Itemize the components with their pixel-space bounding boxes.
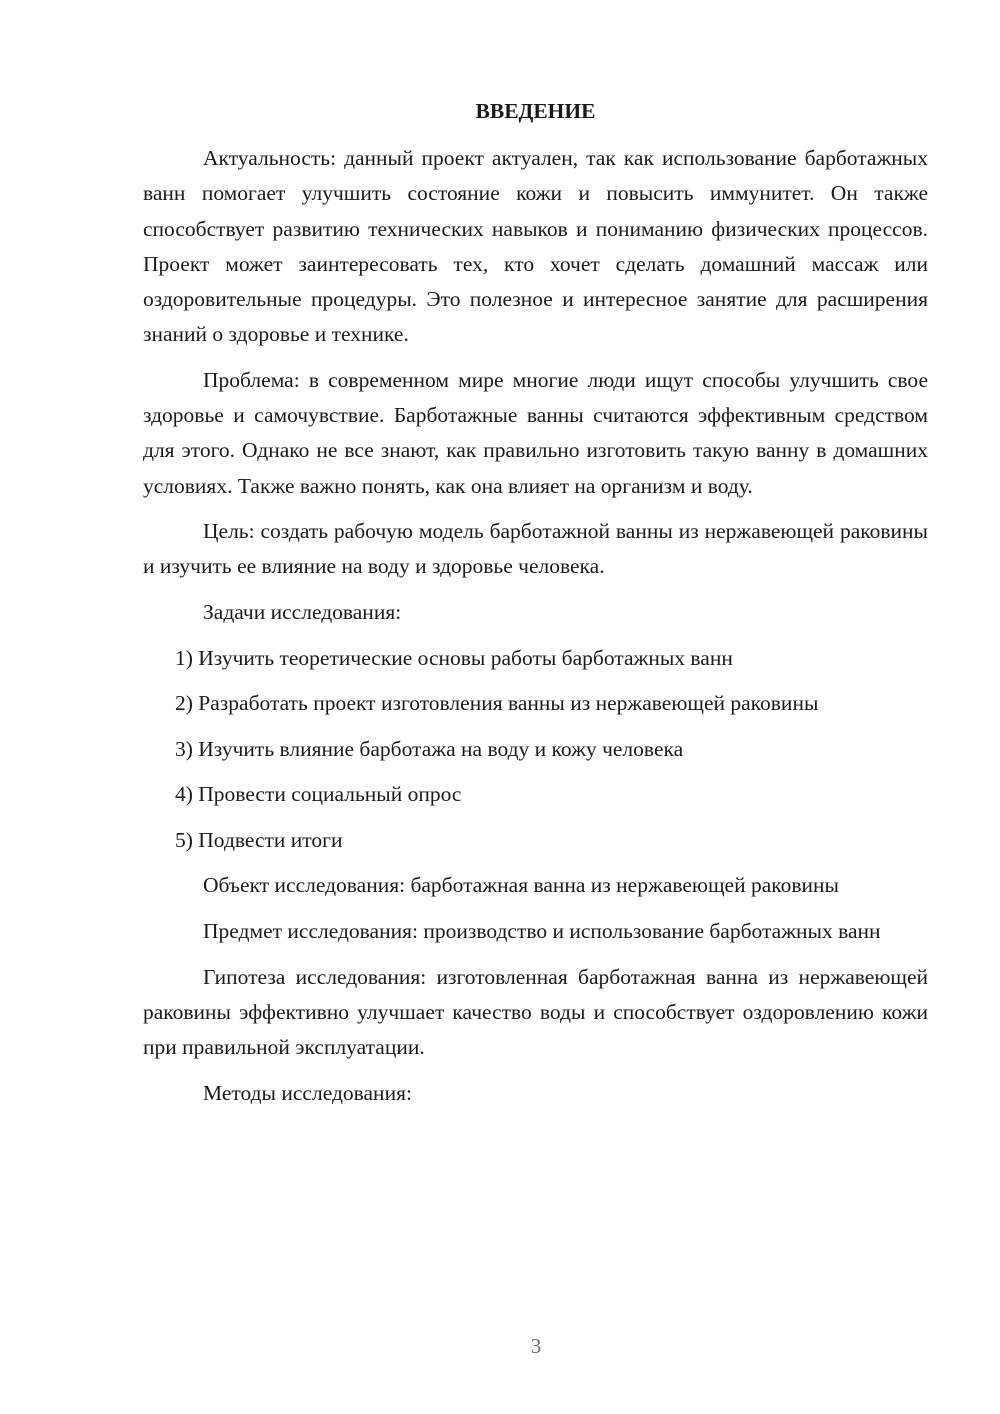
- task-item: 4) Провести социальный опрос: [175, 782, 462, 807]
- tasks-list: [143, 641, 928, 858]
- subject-paragraph: Предмет исследования: производство и использование барботажных ванн: [203, 919, 881, 944]
- section-title: ВВЕДЕНИЕ: [475, 99, 596, 123]
- page-number: 3: [530, 1334, 542, 1358]
- task-item: 2) Разработать проект изготовления ванны из нержавеющей раковины: [175, 691, 819, 716]
- hypothesis-paragraph: Гипотеза исследования: изготовленная барботажная ванна из нержавеющей раковины эффективно улучшает качество воды и способствует оздоровлению кожи при правильной эксплуатации.: [143, 964, 928, 1060]
- methods-heading: Методы исследования:: [203, 1080, 412, 1105]
- task-item: 5) Подвести итоги: [175, 827, 343, 852]
- task-item: 3) Изучить влияние барботажа на воду и кожу человека: [175, 736, 684, 761]
- tasks-heading: Задачи исследования:: [203, 600, 402, 625]
- problem-paragraph: Проблема: в современном мире многие люди ищут способы улучшить свое здоровье и самочувствие. Барботажные ванны считаются эффективным средством для этого. Однако не все знают, как правильно изготовить такую ванну в домашних условиях. Также важно понять, как она влияет на организм и воду.: [143, 367, 928, 498]
- object-paragraph: Объект исследования: барботажная ванна из нержавеющей раковины: [203, 873, 839, 898]
- task-item: 1) Изучить теоретические основы работы барботажных ванн: [175, 645, 733, 670]
- goal-paragraph: Цель: создать рабочую модель барботажной ванны из нержавеющей раковины и изучить ее влияние на воду и здоровье человека.: [143, 519, 928, 579]
- document-page: [143, 94, 928, 1122]
- relevance-paragraph: Актуальность: данный проект актуален, так как использование барботажных ванн помогает улучшить состояние кожи и повысить иммунитет. Он также способствует развитию технических навыков и пониманию физических процессов. Проект может заинтересовать тех, кто хочет сделать домашний массаж или оздоровительные процедуры. Это полезное и интересное занятие для расширения знаний о здоровье и технике.: [143, 146, 928, 347]
